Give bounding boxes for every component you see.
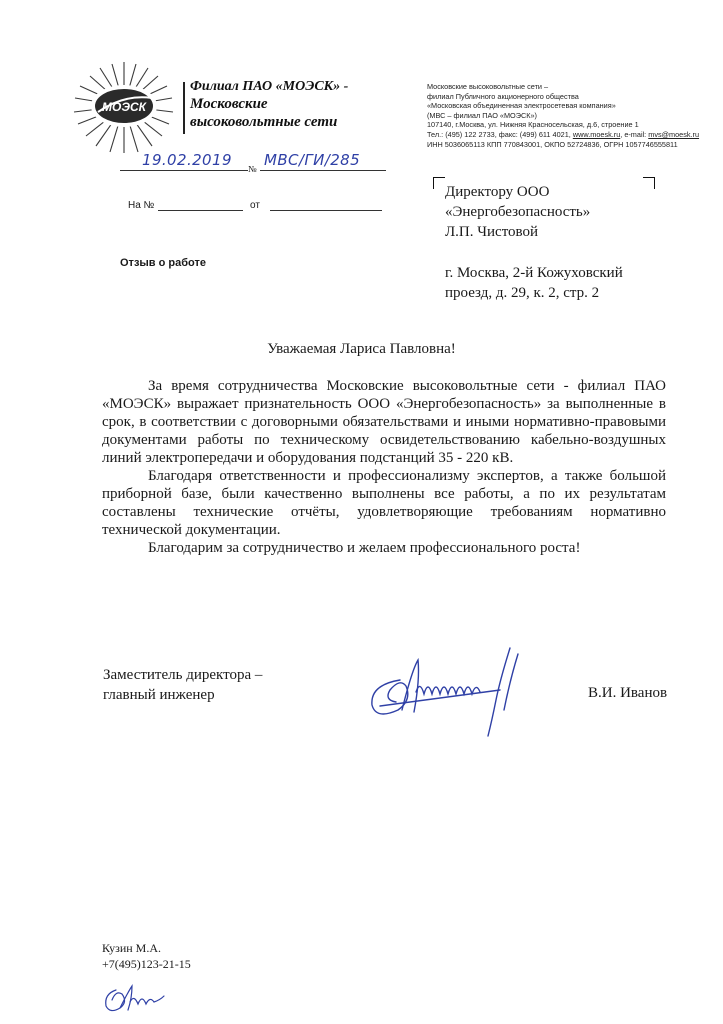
from-line	[270, 210, 382, 211]
corner-mark-right	[643, 177, 655, 189]
signatory-title-line: Заместитель директора –	[103, 667, 263, 683]
handwritten-date: 19.02.2019	[142, 151, 232, 169]
ref-line	[158, 210, 243, 211]
recipient-line: «Энергобезопасность»	[445, 204, 591, 220]
from-label: от	[250, 200, 260, 211]
number-line	[260, 170, 386, 171]
contacts-line: 107140, г.Москва, ул. Нижняя Красносельская, д.6, строение 1	[427, 120, 639, 130]
signatory-name: В.И. Иванов	[588, 685, 668, 701]
contacts-line: (МВС – филиал ПАО «МОЭСК»)	[427, 110, 537, 120]
date-line	[120, 170, 248, 171]
signatory-title	[103, 665, 262, 705]
contacts-phone-line	[427, 130, 717, 140]
brand-name	[190, 78, 348, 131]
brand-line-3: высоковольтные сети	[190, 114, 338, 130]
contacts-line: «Московская объединенная электросетевая компания»	[427, 101, 616, 111]
brand-line-1: Филиал ПАО «МОЭСК» -	[190, 79, 349, 94]
recipient-address	[445, 263, 623, 303]
paragraph: За время сотрудничества Московские высоковольтные сети - филиал ПАО «МОЭСК» выражает признательность ООО «Энергобезопасность» за выполненные в срок, в соответствии с договорными обязательствами и иными нормативно-правовыми документами работы по техническому освидетельствованию кабельно-воздушных линий электропередачи и оборудования подстанций 35 - 220 кВ.	[102, 378, 666, 466]
email-link[interactable]: mvs@moesk.ru	[648, 129, 700, 139]
executor-phone: +7(495)123-21-15	[102, 957, 191, 971]
header-divider	[183, 82, 185, 134]
recipient-line: Л.П. Чистовой	[445, 224, 539, 240]
executor-info	[102, 940, 191, 972]
number-sign: №	[248, 164, 257, 174]
executor-name: Кузин М.А.	[102, 941, 162, 955]
letter-body	[102, 377, 666, 557]
svg-text:МОЭСК: МОЭСК	[102, 100, 146, 114]
company-ids: ИНН 5036065113 КПП 770843001, ОКПО 52724836, ОГРН 1057746555811	[427, 139, 678, 149]
handwritten-initials	[98, 978, 168, 1018]
tel-fax: Тел.: (495) 122 2733, факс: (499) 611 4021,	[427, 129, 571, 139]
email-label: , e-mail:	[620, 129, 647, 139]
paragraph: Благодарим за сотрудничество и желаем профессионального роста!	[148, 540, 581, 556]
address-line: г. Москва, 2-й Кожуховский	[445, 265, 623, 281]
signatory-title-line: главный инженер	[103, 687, 215, 703]
contacts-line: филиал Публичного акционерного общества	[427, 91, 579, 101]
corner-mark-left	[433, 177, 445, 189]
letter-subject: Отзыв о работе	[120, 257, 206, 269]
paragraph: Благодаря ответственности и профессионализму экспертов, а также большой приборной базе, были качественно выполнены все работы, а по их результатам составлены технические отчёты, удовлетворяющие требованиям нормативно технической документации.	[102, 468, 666, 538]
website-link[interactable]: www.moesk.ru	[572, 129, 621, 139]
recipient	[445, 182, 590, 242]
recipient-line: Директору ООО	[445, 184, 550, 200]
ref-label: На №	[128, 200, 155, 211]
handwritten-signature	[360, 640, 530, 740]
handwritten-number: МВС/ГИ/285	[264, 151, 361, 169]
salutation: Уважаемая Лариса Павловна!	[267, 341, 456, 357]
address-line: проезд, д. 29, к. 2, стр. 2	[445, 285, 600, 301]
brand-line-2: Московские	[190, 96, 268, 112]
moesk-logo	[70, 58, 178, 154]
company-contacts	[427, 82, 717, 149]
contacts-line: Московские высоковольтные сети –	[427, 82, 549, 91]
